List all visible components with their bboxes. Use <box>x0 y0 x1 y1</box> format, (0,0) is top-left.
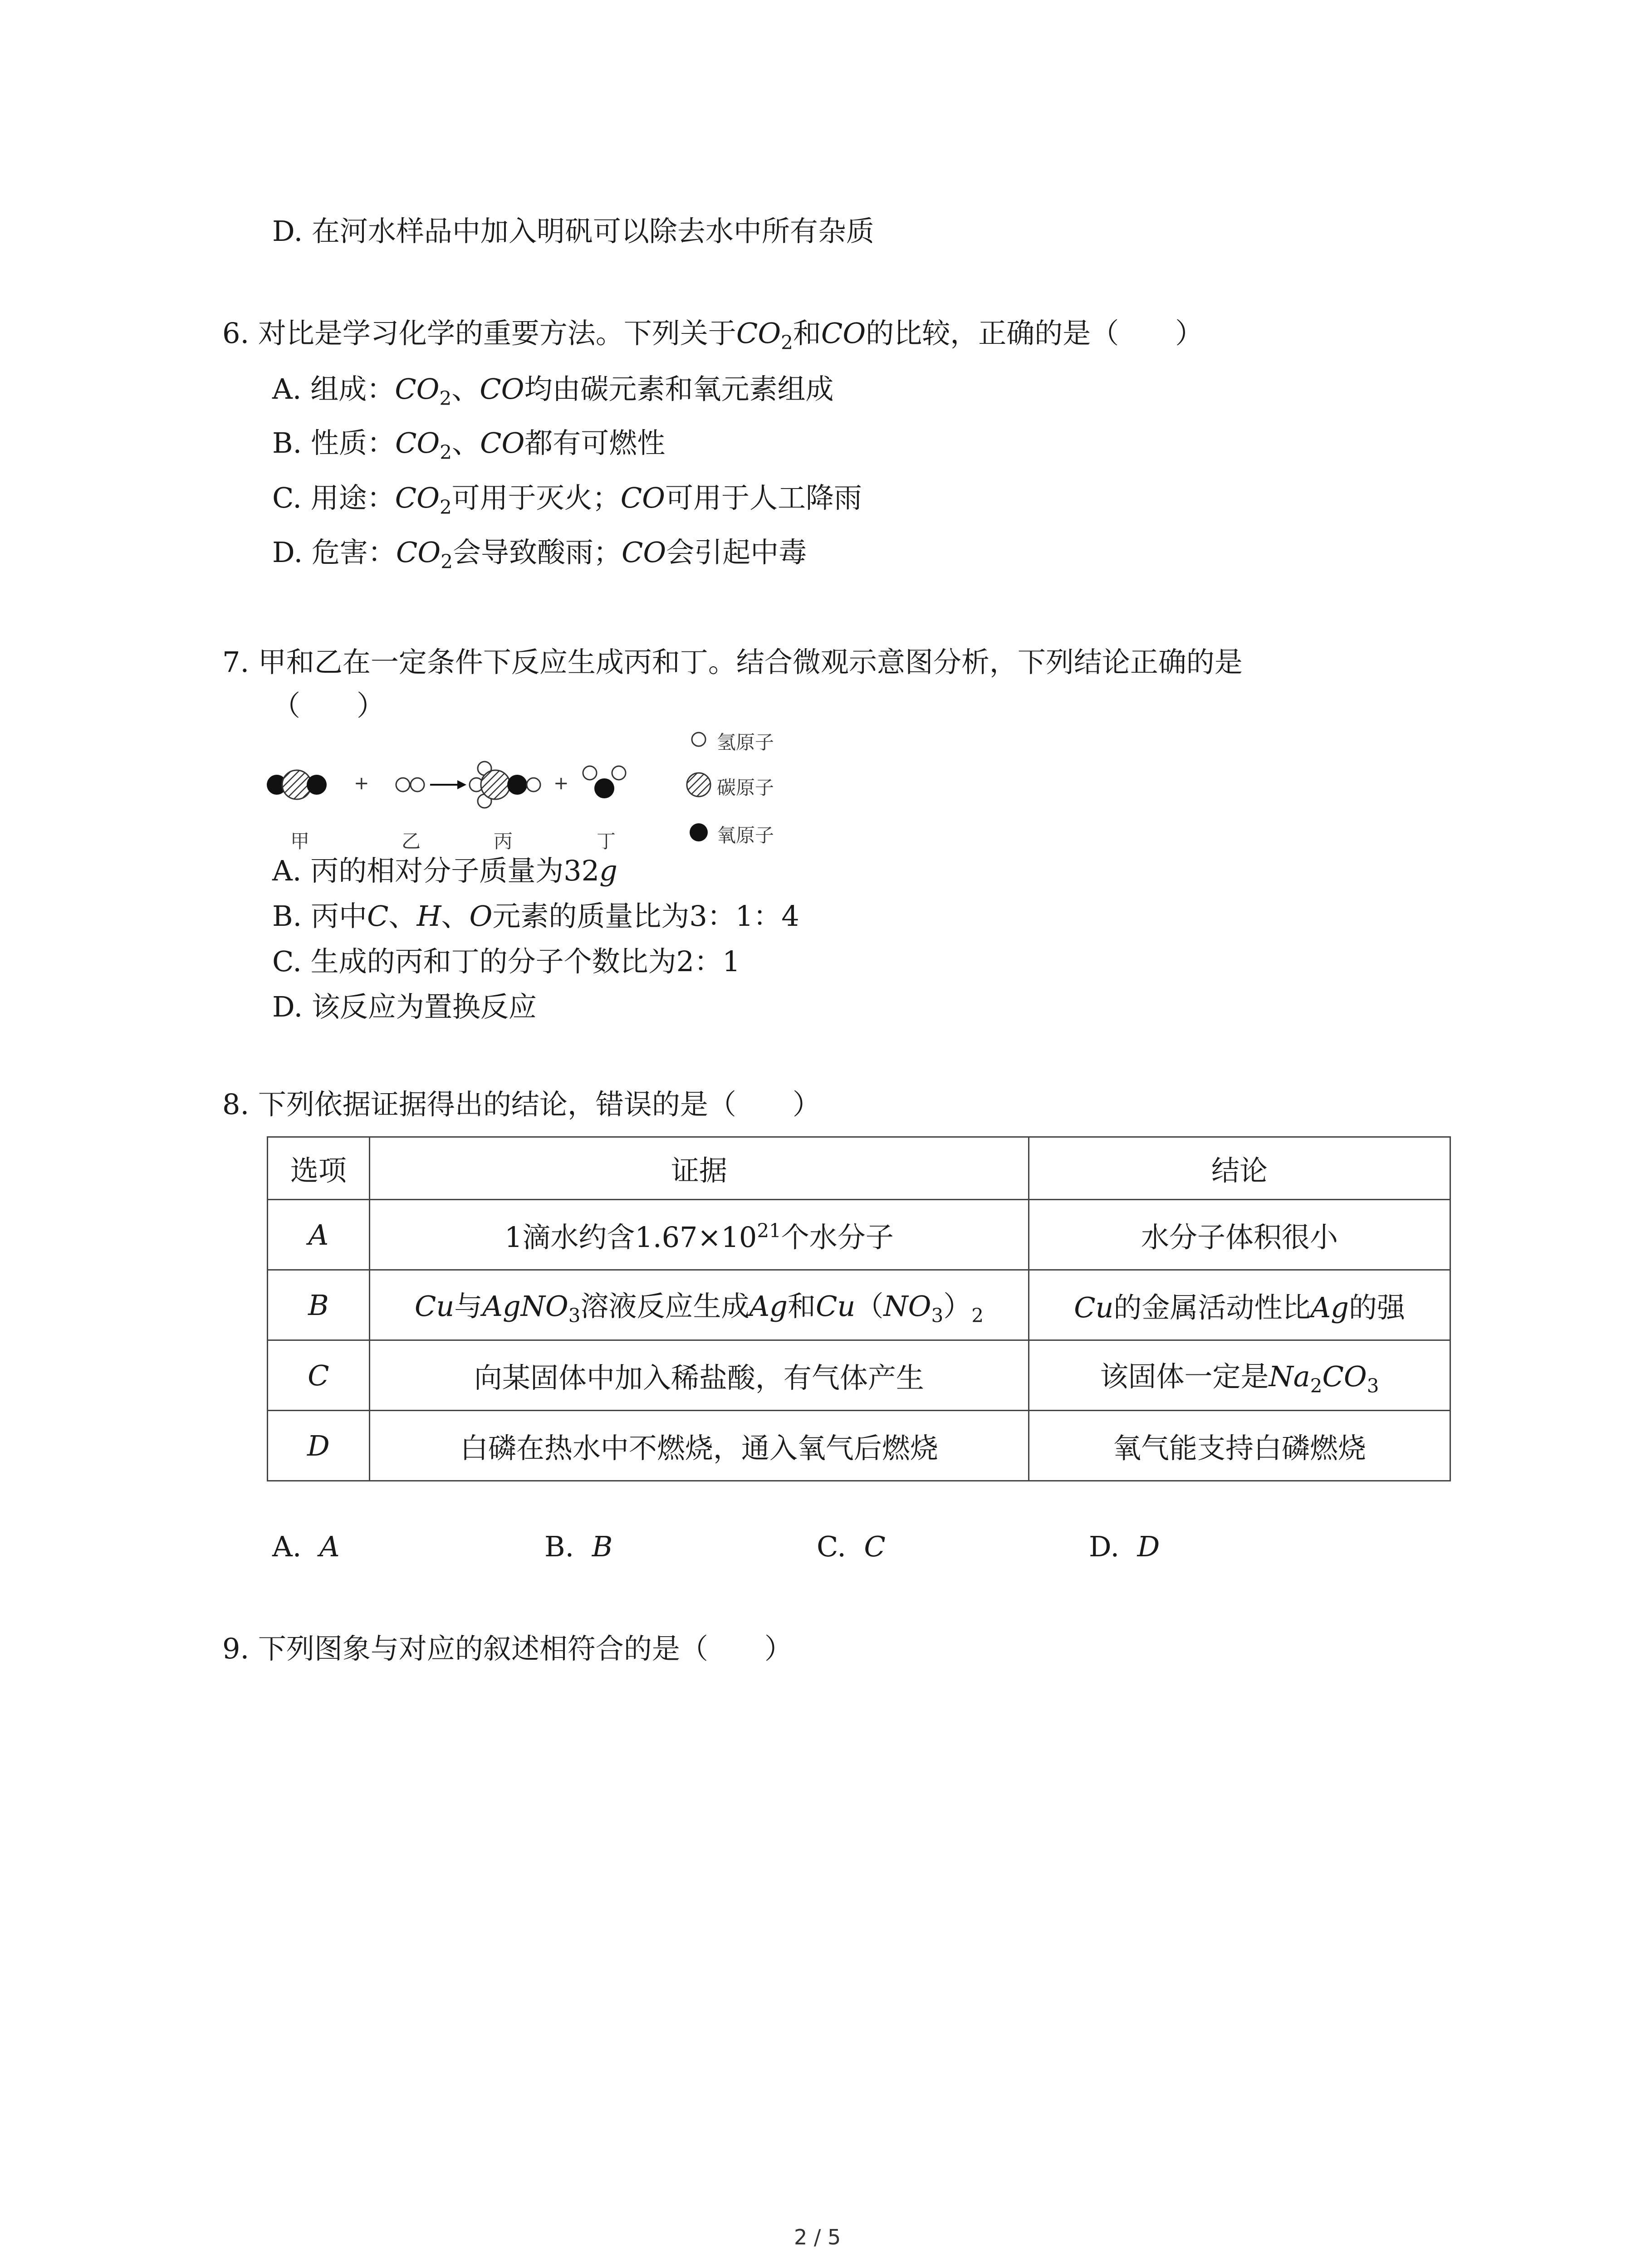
plus-sign: + <box>354 773 369 794</box>
plus-sign: + <box>554 773 569 794</box>
q7-option-d: D. 该反应为置换反应 <box>272 990 537 1023</box>
label-bing: 丙 <box>494 830 513 852</box>
superscript: 21 <box>757 1219 781 1242</box>
choice-label: C. <box>817 1530 846 1563</box>
table-row <box>268 1270 1450 1340</box>
evidence-text: 与 <box>454 1289 483 1323</box>
header-evidence: 证据 <box>369 1137 1029 1200</box>
table-row <box>268 1200 1450 1270</box>
evidence-text: 溶液反应生成 <box>580 1289 749 1323</box>
molecule-bing <box>470 762 540 808</box>
formula: CO <box>480 372 524 406</box>
formula: CO <box>620 481 665 514</box>
hydrogen-legend-icon <box>692 733 705 746</box>
element-symbol: O <box>469 899 493 933</box>
option-text: 、 <box>451 372 480 406</box>
header-conclusion: 结论 <box>1029 1137 1450 1200</box>
reaction-arrow <box>430 780 466 789</box>
oxygen-legend-icon <box>690 823 708 841</box>
evidence-text: 个水分子 <box>781 1220 894 1254</box>
label-yi: 乙 <box>402 830 421 852</box>
q8-stem: 8. 下列依据证据得出的结论，错误的是（ ） <box>222 1088 821 1121</box>
formula: CO <box>395 426 440 459</box>
row-option: D <box>268 1411 370 1481</box>
row-option: B <box>268 1270 370 1340</box>
option-prefix: C. 用途： <box>272 481 395 514</box>
legend-hydrogen: 氢原子 <box>717 731 774 753</box>
element-symbol: H <box>416 899 441 933</box>
table-header-row <box>268 1137 1450 1200</box>
formula: CO <box>396 536 441 569</box>
label-ding: 丁 <box>597 830 616 852</box>
option-text: A. 丙的相对分子质量为32 <box>272 854 600 887</box>
formula: CO <box>395 481 440 514</box>
table-row <box>268 1340 1450 1411</box>
row-option: C <box>268 1340 370 1411</box>
q8-choice-b <box>544 1529 612 1565</box>
row-evidence: 向某固体中加入稀盐酸，有气体产生 <box>369 1340 1029 1411</box>
choice-value: D <box>1137 1530 1160 1563</box>
subscript: 2 <box>440 441 452 464</box>
subscript: 3 <box>931 1304 944 1327</box>
q6-option-c <box>272 480 862 525</box>
subscript: 2 <box>1310 1374 1323 1397</box>
row-conclusion <box>1029 1340 1450 1411</box>
formula: Cu <box>815 1289 856 1323</box>
formula: CO <box>480 426 525 459</box>
q7-option-a <box>272 853 617 889</box>
page-number: 2 / 5 <box>794 2225 841 2249</box>
formula: Ag <box>1310 1290 1349 1324</box>
q6-option-d <box>272 534 807 580</box>
conclusion-text: 的强 <box>1348 1290 1405 1324</box>
formula: CO <box>1322 1359 1367 1393</box>
option-text: 可用于人工降雨 <box>665 481 862 514</box>
q6-stem-text: 6. 对比是学习化学的重要方法。下列关于 <box>222 317 736 350</box>
legend <box>687 733 710 841</box>
q8-choice-d <box>1089 1529 1160 1565</box>
formula: Cu <box>414 1289 455 1323</box>
option-prefix: B. 性质： <box>272 426 395 459</box>
carbon-legend-icon <box>687 773 710 797</box>
q6-stem-text: 的比较，正确的是（ ） <box>866 317 1204 350</box>
option-text: 元素的质量比为3：1：4 <box>492 899 799 933</box>
label-jia: 甲 <box>290 830 310 852</box>
row-conclusion: 水分子体积很小 <box>1029 1200 1450 1270</box>
formula-co: CO <box>821 317 866 350</box>
subscript: 2 <box>441 550 453 573</box>
formula: NO <box>883 1289 931 1323</box>
conclusion-text: 的金属活动性比 <box>1113 1290 1311 1324</box>
option-prefix: A. 组成： <box>272 372 395 406</box>
formula: Cu <box>1074 1290 1114 1324</box>
row-evidence: 白磷在热水中不燃烧，通入氧气后燃烧 <box>369 1411 1029 1481</box>
unit: g <box>599 854 617 887</box>
legend-oxygen: 氧原子 <box>717 824 774 846</box>
option-text: 均由碳元素和氧元素组成 <box>524 372 834 406</box>
header-option: 选项 <box>268 1137 370 1200</box>
option-prefix: D. 危害： <box>272 536 396 569</box>
option-text: 会引起中毒 <box>666 536 807 569</box>
q6-stem <box>222 315 1203 361</box>
evidence-table <box>267 1136 1451 1481</box>
q8-choice-a <box>272 1529 340 1565</box>
separator: 、 <box>441 899 470 933</box>
formula-co2: CO <box>736 317 781 350</box>
choice-value: C <box>864 1530 886 1563</box>
q7-option-b <box>272 898 799 934</box>
q6-stem-text: 和 <box>793 317 821 350</box>
q8-choice-c <box>817 1529 886 1565</box>
subscript: 3 <box>568 1304 581 1327</box>
choice-value: B <box>592 1530 613 1563</box>
row-evidence <box>369 1200 1029 1270</box>
option-text: B. 丙中 <box>272 899 367 933</box>
choice-value: A <box>319 1530 340 1563</box>
molecule-yi <box>396 778 424 792</box>
element-symbol: C <box>367 899 389 933</box>
choice-label: A. <box>272 1530 302 1563</box>
subscript: 3 <box>1367 1374 1379 1397</box>
choice-label: D. <box>1089 1530 1120 1563</box>
choice-label: B. <box>544 1530 574 1563</box>
evidence-text: 1滴水约含1.67×10 <box>504 1220 757 1254</box>
formula: CO <box>395 372 440 406</box>
option-text: 、 <box>452 426 480 459</box>
row-option: A <box>268 1200 370 1270</box>
legend-carbon: 碳原子 <box>717 777 774 799</box>
reaction-diagram <box>263 721 808 862</box>
evidence-text: （ <box>855 1289 884 1323</box>
row-conclusion: 氧气能支持白磷燃烧 <box>1029 1411 1450 1481</box>
molecule-jia <box>267 770 327 799</box>
conclusion-text: 该固体一定是 <box>1100 1359 1269 1393</box>
formula: Na <box>1269 1359 1310 1393</box>
subscript: 2 <box>439 387 452 410</box>
q5-option-d: D. 在河水样品中加入明矾可以除去水中所有杂质 <box>272 215 874 248</box>
q6-option-a <box>272 371 834 416</box>
q7-stem: 7. 甲和乙在一定条件下反应生成丙和丁。结合微观示意图分析，下列结论正确的是 <box>222 645 1243 679</box>
row-evidence <box>369 1270 1029 1340</box>
formula: CO <box>621 536 666 569</box>
formula: Ag <box>749 1289 788 1323</box>
subscript: 2 <box>781 331 793 354</box>
option-text: 可用于灭火； <box>451 481 621 514</box>
option-text: 都有可燃性 <box>524 426 666 459</box>
molecule-ding <box>583 766 626 798</box>
formula: AgNO <box>482 1289 568 1323</box>
row-conclusion <box>1029 1270 1450 1340</box>
evidence-text: 和 <box>787 1289 816 1323</box>
subscript: 2 <box>971 1304 984 1327</box>
evidence-text: ） <box>943 1289 972 1323</box>
subscript: 2 <box>439 496 452 518</box>
q7-answer-paren: （ ） <box>272 689 385 722</box>
q9-stem: 9. 下列图象与对应的叙述相符合的是（ ） <box>222 1632 793 1665</box>
option-text: 会导致酸雨； <box>452 536 622 569</box>
table-row <box>268 1411 1450 1481</box>
q7-option-c: C. 生成的丙和丁的分子个数比为2：1 <box>272 945 740 978</box>
separator: 、 <box>388 899 417 933</box>
q6-option-b <box>272 425 665 470</box>
